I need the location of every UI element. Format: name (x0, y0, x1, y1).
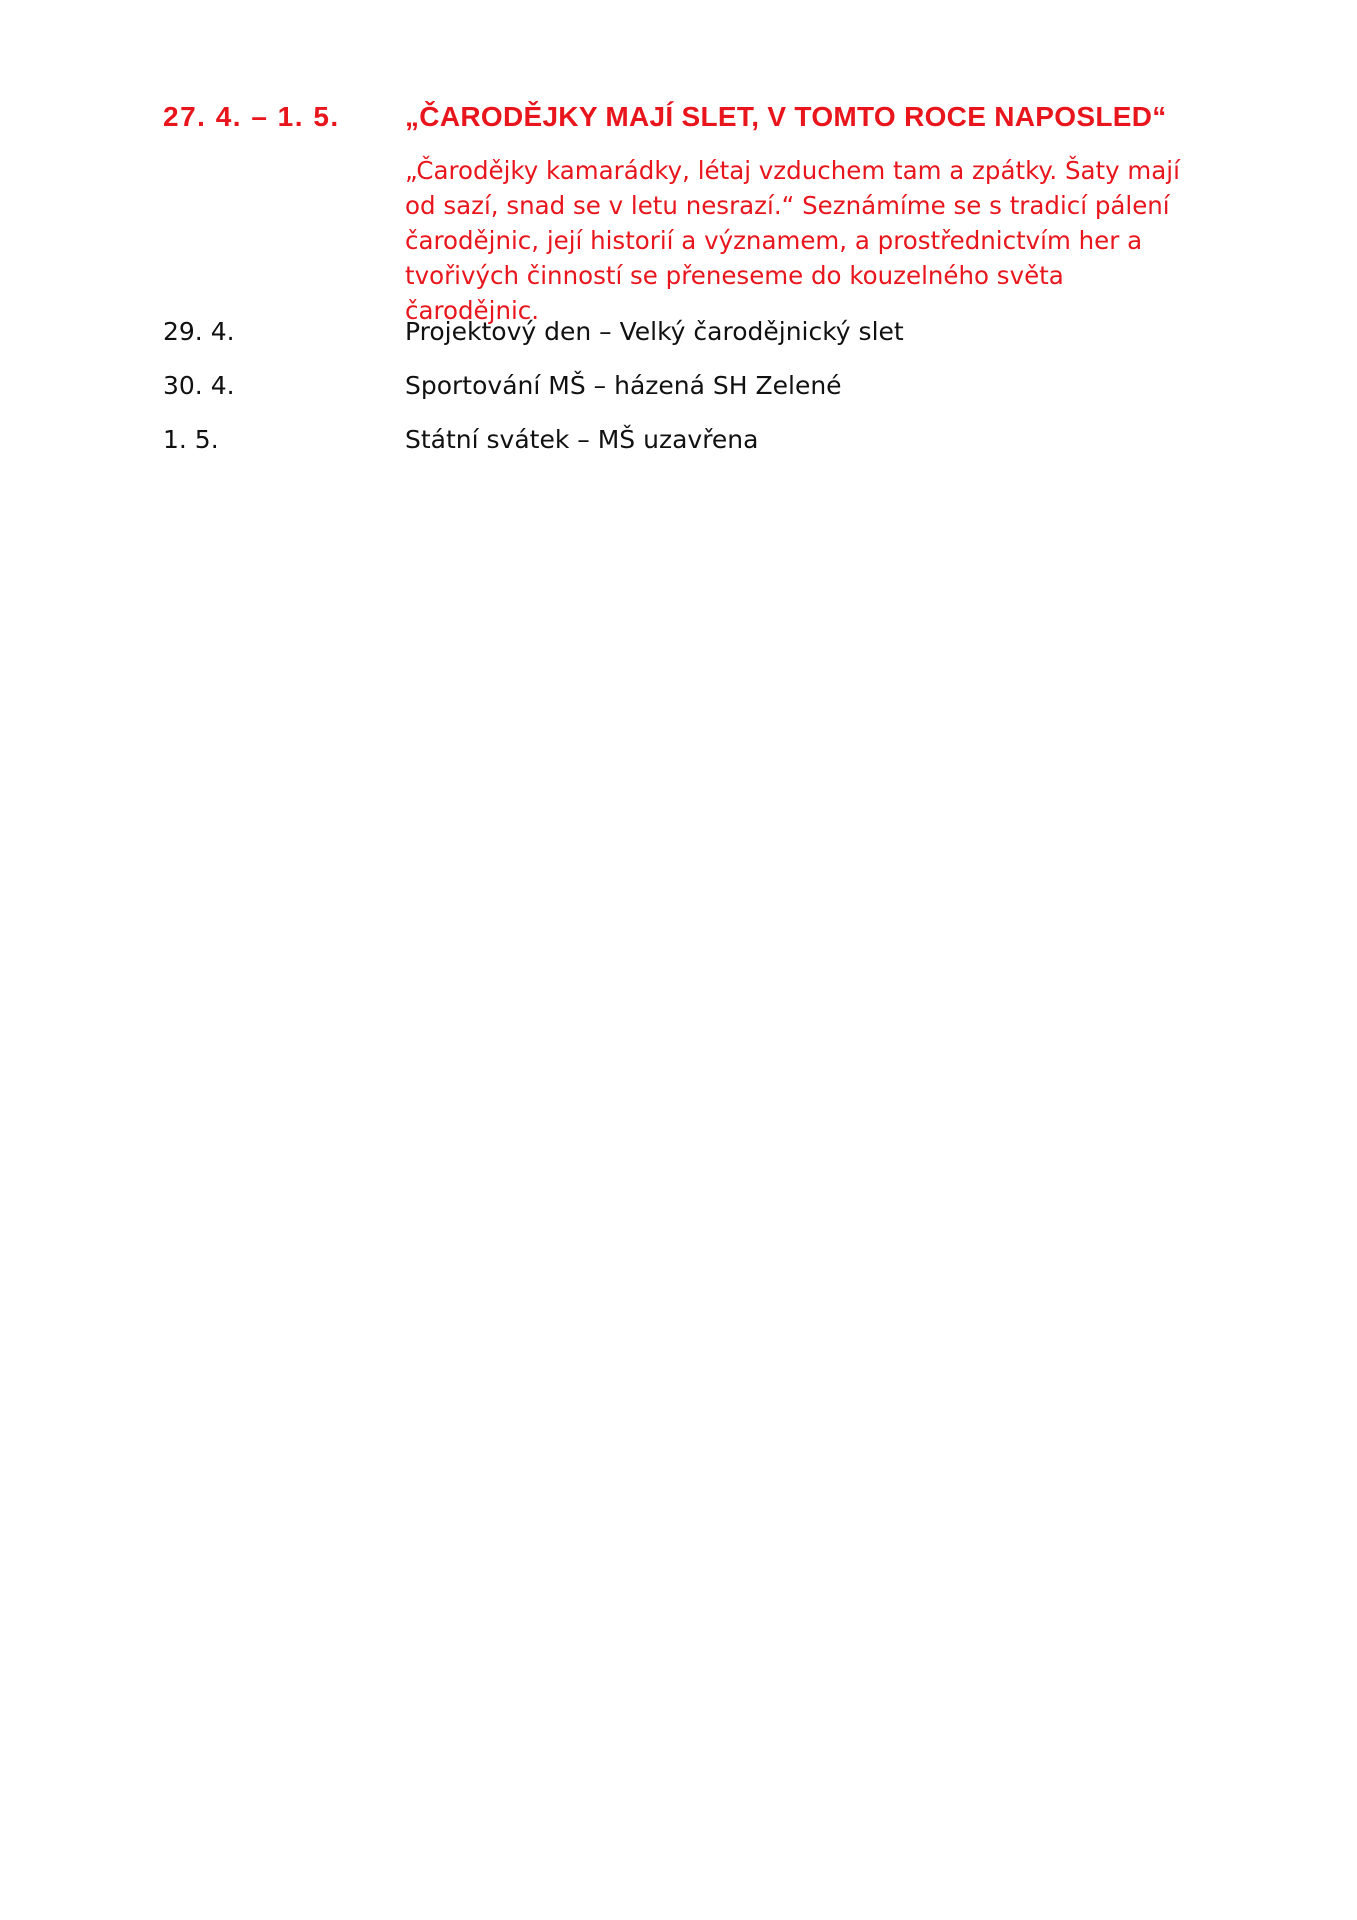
event-row (163, 369, 1203, 403)
event-text: Sportování MŠ – házená SH Zelené (405, 371, 842, 400)
event-date: 29. 4. (163, 317, 235, 346)
event-text: Projektový den – Velký čarodějnický slet (405, 317, 904, 346)
event-date: 1. 5. (163, 425, 219, 454)
week-heading (163, 101, 1203, 141)
week-date-range: 27. 4. – 1. 5. (163, 101, 340, 132)
week-description: „Čarodějky kamarádky, létaj vzduchem tam a zpátky. Šaty mají od sazí, snad se v letu nesrazí.“ Seznámíme se s tradicí pálení čarodějnic, její historií a významem, a prostřednictvím her a tvořivých činností se přeneseme do kouzelného světa čarodějnic. (405, 156, 1180, 325)
event-row (163, 423, 1203, 457)
event-date: 30. 4. (163, 371, 235, 400)
week-title: „ČARODĚJKY MAJÍ SLET, V TOMTO ROCE NAPOSLED“ (405, 101, 1167, 132)
event-text: Státní svátek – MŠ uzavřena (405, 425, 759, 454)
event-row (163, 315, 1203, 349)
